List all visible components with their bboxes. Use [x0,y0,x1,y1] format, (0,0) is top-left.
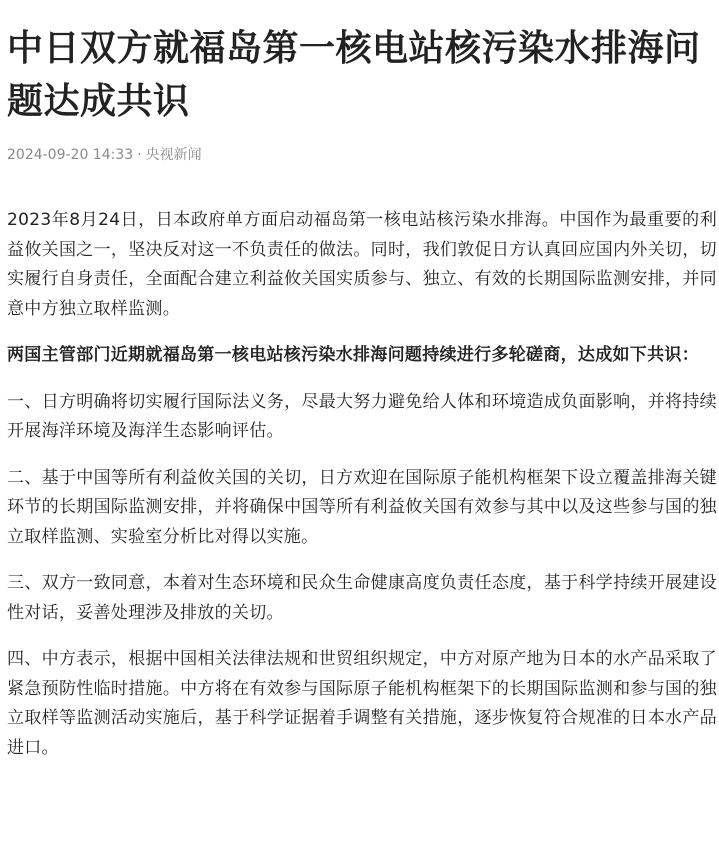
meta-divider [7,187,719,188]
paragraph-consensus-heading: 两国主管部门近期就福岛第一核电站核污染水排海问题持续进行多轮磋商，达成如下共识： [7,345,699,365]
paragraph-point-1: 一、日方明确将切实履行国际法义务，尽最大努力避免给人体和环境造成负面影响，并将持续开展海洋环境及海洋生态影响评估。 [7,391,717,441]
publish-date: 2024-09-20 14:33 [7,147,134,163]
paragraph-point-2: 二、基于中国等所有利益攸关国的关切，日方欢迎在国际原子能机构框架下设立覆盖排海关键环节的长期国际监测安排，并将确保中国等所有利益攸关国有效参与其中以及这些参与国的独立取样监测、实验室分析比对得以实施。 [7,467,717,547]
article-meta [7,145,719,165]
meta-separator: · [137,147,142,163]
news-source: 央视新闻 [145,147,202,163]
paragraph-intro: 2023年8月24日，日本政府单方面启动福岛第一核电站核污染水排海。中国作为最重要的利益攸关国之一，坚决反对这一不负责任的做法。同时，我们敦促日方认真回应国内外关切，切实履行自身责任，全面配合建立利益攸关国实质参与、独立、有效的长期国际监测安排，并同意中方独立取样监测。 [7,210,717,319]
paragraph-point-3: 三、双方一致同意，本着对生态环境和民众生命健康高度负责任态度，基于科学持续开展建设性对话，妥善处理涉及排放的关切。 [7,573,717,623]
article-title: 中日双方就福岛第一核电站核污染水排海问题达成共识 [7,28,701,122]
article-body [7,206,717,763]
paragraph-point-4: 四、中方表示，根据中国相关法律法规和世贸组织规定，中方对原产地为日本的水产品采取了紧急预防性临时措施。中方将在有效参与国际原子能机构框架下的长期国际监测和参与国的独立取样等监测活动实施后，基于科学证据着手调整有关措施，逐步恢复符合规准的日本水产品进口。 [7,649,717,758]
